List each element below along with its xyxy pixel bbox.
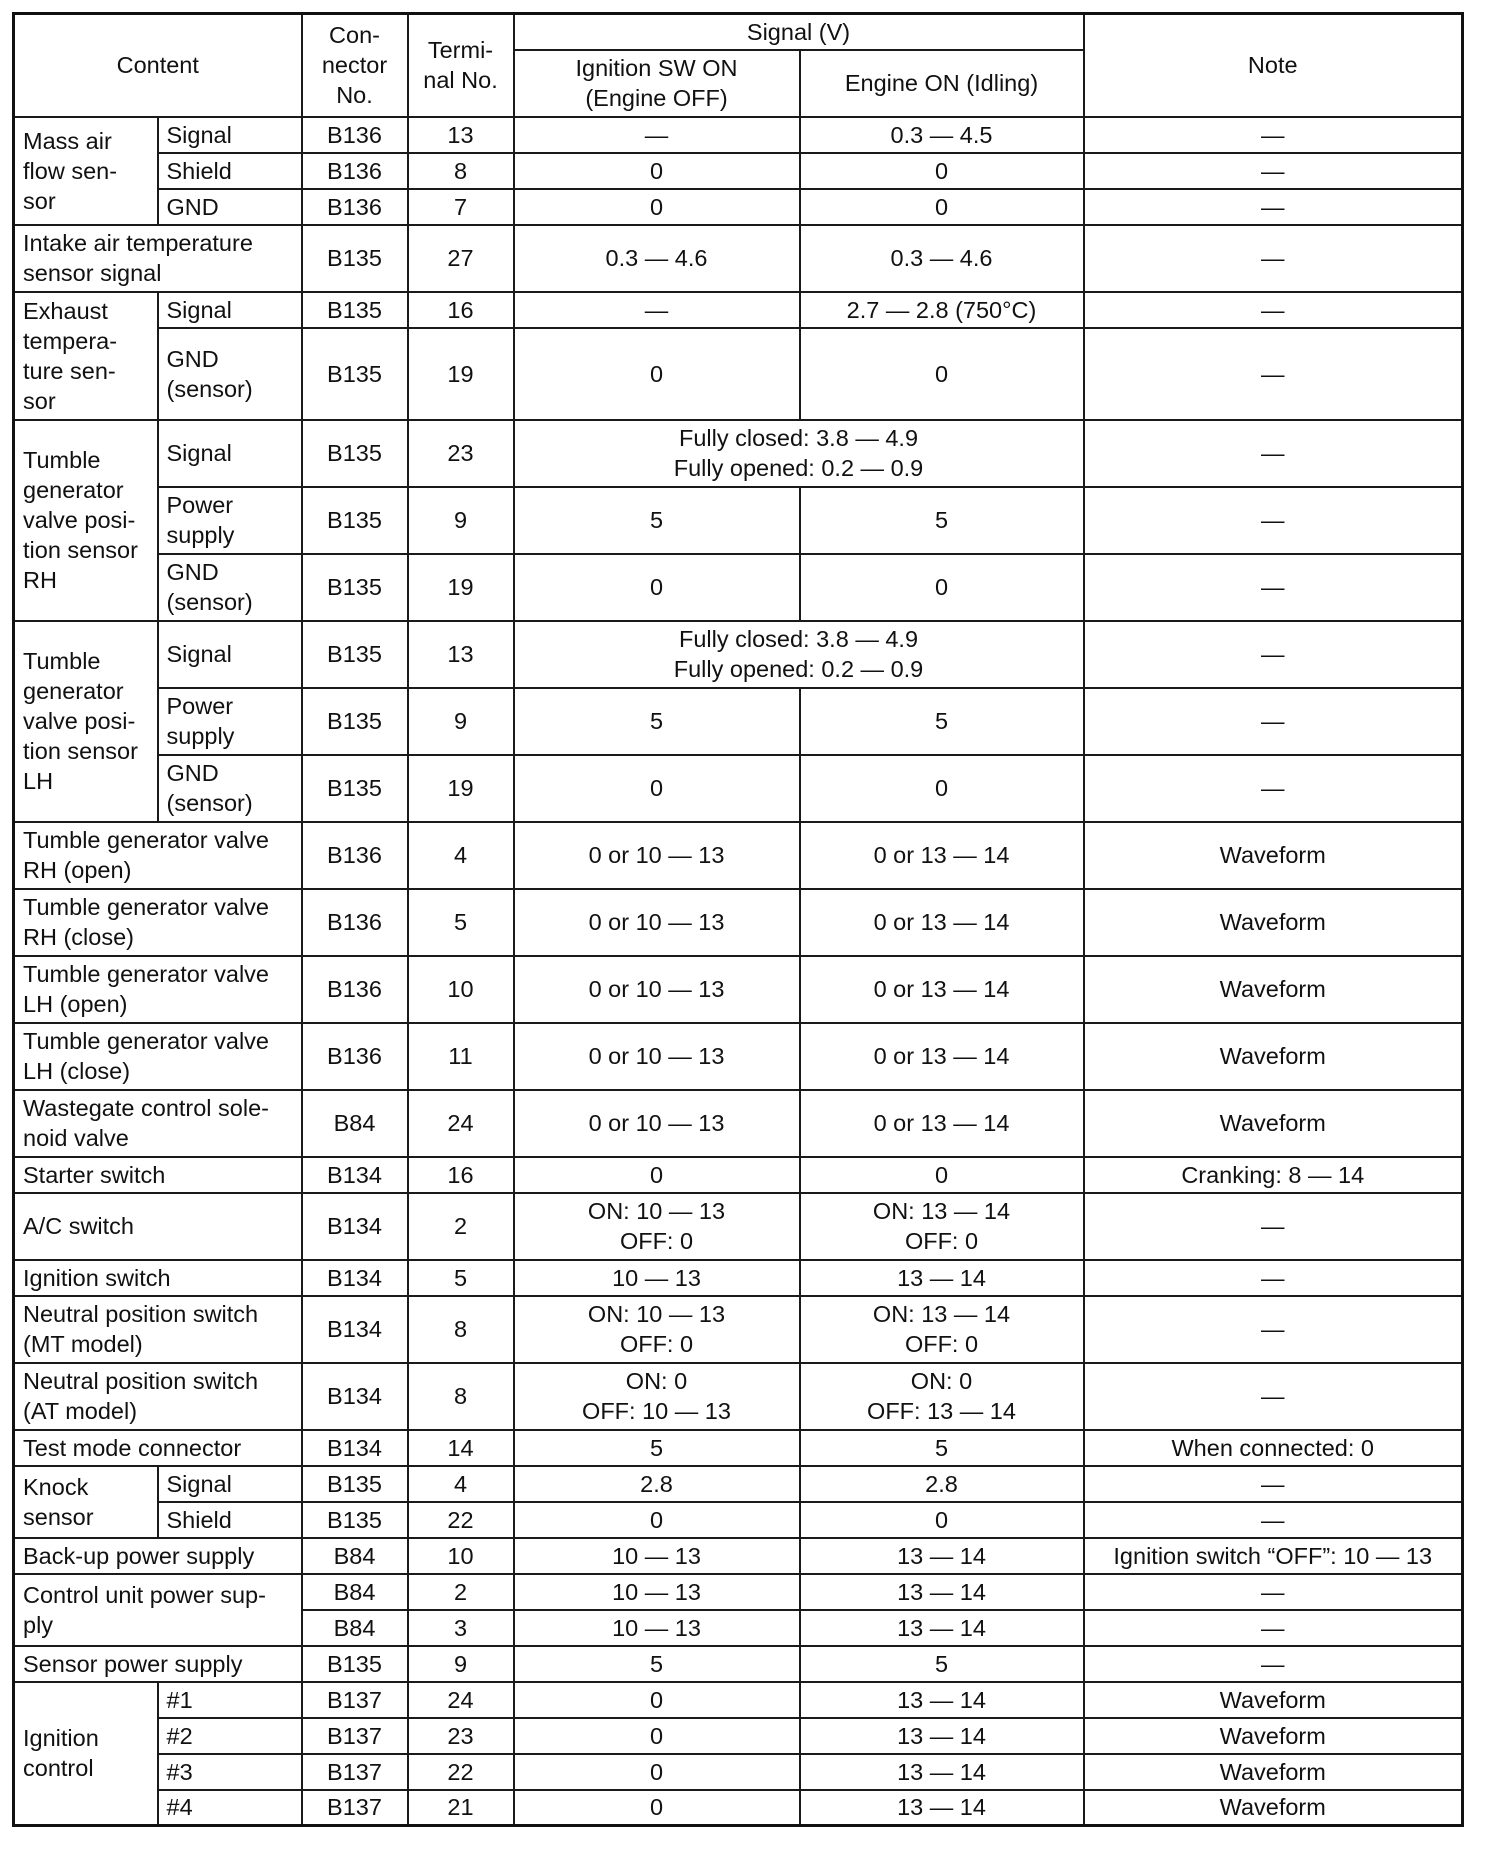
sub-item-cell: #3: [158, 1754, 302, 1790]
engine-on-value: ON: 13 — 14 OFF: 0: [800, 1296, 1084, 1363]
engine-on-value: 0: [800, 189, 1084, 225]
sub-item-cell: Signal: [158, 621, 302, 688]
table-row: [14, 1296, 1463, 1363]
table-row: [14, 328, 1463, 420]
header-note: Note: [1084, 14, 1463, 117]
terminal-cell: 22: [408, 1502, 514, 1538]
terminal-cell: 10: [408, 956, 514, 1023]
connector-cell: B137: [302, 1790, 408, 1826]
engine-on-value: 0 or 13 — 14: [800, 822, 1084, 889]
table-row: [14, 1466, 1463, 1502]
engine-on-value: 5: [800, 1430, 1084, 1466]
sub-item-cell: #1: [158, 1682, 302, 1718]
note-cell: —: [1084, 1363, 1463, 1430]
table-row: [14, 688, 1463, 755]
note-cell: —: [1084, 292, 1463, 328]
connector-cell: B137: [302, 1718, 408, 1754]
engine-on-value: 13 — 14: [800, 1574, 1084, 1610]
note-cell: Waveform: [1084, 889, 1463, 956]
ignition-on-value: 0 or 10 — 13: [514, 1090, 800, 1157]
engine-on-value: 0 or 13 — 14: [800, 1023, 1084, 1090]
connector-cell: B134: [302, 1193, 408, 1260]
terminal-cell: 3: [408, 1610, 514, 1646]
engine-on-value: 0.3 — 4.6: [800, 225, 1084, 292]
engine-on-value: 2.7 — 2.8 (750°C): [800, 292, 1084, 328]
note-cell: —: [1084, 1646, 1463, 1682]
note-cell: —: [1084, 328, 1463, 420]
ignition-on-value: 5: [514, 1646, 800, 1682]
ignition-on-value: ON: 0 OFF: 10 — 13: [514, 1363, 800, 1430]
ignition-on-value: 0: [514, 153, 800, 189]
terminal-cell: 14: [408, 1430, 514, 1466]
item-cell: Tumble generator valve RH (close): [14, 889, 302, 956]
table-body: [14, 14, 1463, 1826]
note-cell: Waveform: [1084, 956, 1463, 1023]
table-row: [14, 1193, 1463, 1260]
sub-item-cell: Signal: [158, 292, 302, 328]
terminal-cell: 4: [408, 822, 514, 889]
terminal-cell: 24: [408, 1682, 514, 1718]
note-cell: —: [1084, 487, 1463, 554]
sub-item-cell: GND (sensor): [158, 328, 302, 420]
connector-cell: B136: [302, 889, 408, 956]
terminal-cell: 9: [408, 487, 514, 554]
terminal-cell: 5: [408, 1260, 514, 1296]
engine-on-value: 2.8: [800, 1466, 1084, 1502]
note-cell: —: [1084, 225, 1463, 292]
terminal-cell: 16: [408, 292, 514, 328]
connector-cell: B136: [302, 956, 408, 1023]
item-cell: Test mode connector: [14, 1430, 302, 1466]
table-row: [14, 1430, 1463, 1466]
connector-cell: B84: [302, 1610, 408, 1646]
engine-on-value: 13 — 14: [800, 1718, 1084, 1754]
ecm-terminal-table: [12, 12, 1464, 1827]
table-row: [14, 1363, 1463, 1430]
note-cell: —: [1084, 153, 1463, 189]
connector-cell: B136: [302, 1023, 408, 1090]
ignition-on-value: 0: [514, 1502, 800, 1538]
note-cell: Waveform: [1084, 822, 1463, 889]
table-row: [14, 1718, 1463, 1754]
engine-on-value: 13 — 14: [800, 1260, 1084, 1296]
sub-item-cell: Shield: [158, 1502, 302, 1538]
connector-cell: B135: [302, 420, 408, 487]
connector-cell: B135: [302, 688, 408, 755]
terminal-cell: 16: [408, 1157, 514, 1193]
ignition-on-value: 5: [514, 688, 800, 755]
header-signal: Signal (V): [514, 14, 1084, 50]
item-cell: Sensor power supply: [14, 1646, 302, 1682]
connector-cell: B135: [302, 328, 408, 420]
engine-on-value: 0.3 — 4.5: [800, 117, 1084, 153]
connector-cell: B136: [302, 189, 408, 225]
terminal-cell: 23: [408, 1718, 514, 1754]
ignition-on-value: 0: [514, 1754, 800, 1790]
item-cell: Tumble generator valve LH (close): [14, 1023, 302, 1090]
table-row: [14, 554, 1463, 621]
engine-on-value: 0: [800, 554, 1084, 621]
table-row: [14, 822, 1463, 889]
ignition-on-value: 0: [514, 328, 800, 420]
connector-cell: B135: [302, 755, 408, 822]
ignition-on-value: 0 or 10 — 13: [514, 822, 800, 889]
terminal-cell: 9: [408, 688, 514, 755]
table-row: [14, 1646, 1463, 1682]
terminal-cell: 7: [408, 189, 514, 225]
component-group-cell: Knock sensor: [14, 1466, 158, 1538]
header-connector: Con- nector No.: [302, 14, 408, 117]
sub-item-cell: GND (sensor): [158, 554, 302, 621]
sub-item-cell: Signal: [158, 1466, 302, 1502]
table-row: [14, 153, 1463, 189]
engine-on-value: 0 or 13 — 14: [800, 956, 1084, 1023]
terminal-cell: 24: [408, 1090, 514, 1157]
header-terminal: Termi- nal No.: [408, 14, 514, 117]
header-content: Content: [14, 14, 302, 117]
connector-cell: B134: [302, 1296, 408, 1363]
sub-item-cell: Power supply: [158, 487, 302, 554]
item-cell: Intake air temperature sensor signal: [14, 225, 302, 292]
ignition-on-value: 0: [514, 1790, 800, 1826]
table-row: [14, 621, 1463, 688]
ignition-on-value: 0 or 10 — 13: [514, 889, 800, 956]
note-cell: —: [1084, 1466, 1463, 1502]
engine-on-value: ON: 13 — 14 OFF: 0: [800, 1193, 1084, 1260]
connector-cell: B134: [302, 1157, 408, 1193]
terminal-cell: 8: [408, 153, 514, 189]
engine-on-value: 0: [800, 1157, 1084, 1193]
table-row: [14, 1538, 1463, 1574]
engine-on-value: ON: 0 OFF: 13 — 14: [800, 1363, 1084, 1430]
item-cell: A/C switch: [14, 1193, 302, 1260]
engine-on-value: 0: [800, 328, 1084, 420]
table-row: [14, 1790, 1463, 1826]
sub-item-cell: GND: [158, 189, 302, 225]
header-row-1: [14, 14, 1463, 50]
note-cell: Waveform: [1084, 1023, 1463, 1090]
table-row: [14, 1023, 1463, 1090]
engine-on-value: 5: [800, 688, 1084, 755]
connector-cell: B135: [302, 1502, 408, 1538]
note-cell: —: [1084, 554, 1463, 621]
ignition-on-value: 5: [514, 1430, 800, 1466]
ignition-on-value: 0.3 — 4.6: [514, 225, 800, 292]
note-cell: —: [1084, 1260, 1463, 1296]
connector-cell: B134: [302, 1363, 408, 1430]
note-cell: Waveform: [1084, 1090, 1463, 1157]
ignition-on-value: 5: [514, 487, 800, 554]
ignition-on-value: 0 or 10 — 13: [514, 956, 800, 1023]
connector-cell: B136: [302, 822, 408, 889]
note-cell: —: [1084, 621, 1463, 688]
terminal-cell: 2: [408, 1193, 514, 1260]
table-row: [14, 1502, 1463, 1538]
note-cell: —: [1084, 1296, 1463, 1363]
connector-cell: B137: [302, 1682, 408, 1718]
table-row: [14, 1260, 1463, 1296]
connector-cell: B134: [302, 1260, 408, 1296]
component-group-cell: Tumble generator valve posi- tion sensor LH: [14, 621, 158, 822]
connector-cell: B84: [302, 1574, 408, 1610]
note-cell: —: [1084, 755, 1463, 822]
terminal-cell: 21: [408, 1790, 514, 1826]
connector-cell: B84: [302, 1090, 408, 1157]
ignition-on-value: 0 or 10 — 13: [514, 1023, 800, 1090]
engine-on-value: 0: [800, 755, 1084, 822]
connector-cell: B135: [302, 1646, 408, 1682]
terminal-cell: 13: [408, 117, 514, 153]
item-cell: Wastegate control sole- noid valve: [14, 1090, 302, 1157]
component-group-cell: Tumble generator valve posi- tion sensor RH: [14, 420, 158, 621]
engine-on-value: 13 — 14: [800, 1538, 1084, 1574]
note-cell: —: [1084, 117, 1463, 153]
ignition-on-value: 10 — 13: [514, 1574, 800, 1610]
note-cell: —: [1084, 688, 1463, 755]
ignition-on-value: 0: [514, 1157, 800, 1193]
item-cell: Neutral position switch (MT model): [14, 1296, 302, 1363]
table-row: [14, 1157, 1463, 1193]
ignition-on-value: 0: [514, 189, 800, 225]
terminal-cell: 4: [408, 1466, 514, 1502]
engine-on-value: 13 — 14: [800, 1790, 1084, 1826]
ignition-on-value: ON: 10 — 13 OFF: 0: [514, 1193, 800, 1260]
ignition-on-value: —: [514, 292, 800, 328]
ignition-on-value: 0: [514, 1682, 800, 1718]
table-row: [14, 292, 1463, 328]
note-cell: —: [1084, 1574, 1463, 1610]
terminal-cell: 5: [408, 889, 514, 956]
ignition-on-value: 2.8: [514, 1466, 800, 1502]
ignition-on-value: 10 — 13: [514, 1610, 800, 1646]
connector-cell: B84: [302, 1538, 408, 1574]
note-cell: Waveform: [1084, 1790, 1463, 1826]
engine-on-value: 13 — 14: [800, 1754, 1084, 1790]
item-cell: Ignition switch: [14, 1260, 302, 1296]
item-cell: Control unit power sup- ply: [14, 1574, 302, 1646]
terminal-cell: 8: [408, 1296, 514, 1363]
engine-on-value: 13 — 14: [800, 1682, 1084, 1718]
table-row: [14, 1090, 1463, 1157]
note-cell: Waveform: [1084, 1718, 1463, 1754]
item-cell: Back-up power supply: [14, 1538, 302, 1574]
sub-item-cell: GND (sensor): [158, 755, 302, 822]
table-row: [14, 487, 1463, 554]
terminal-cell: 11: [408, 1023, 514, 1090]
signal-merged-cell: Fully closed: 3.8 — 4.9 Fully opened: 0.2 — 0.9: [514, 621, 1084, 688]
connector-cell: B136: [302, 153, 408, 189]
terminal-cell: 19: [408, 328, 514, 420]
connector-cell: B135: [302, 554, 408, 621]
note-cell: —: [1084, 1610, 1463, 1646]
terminal-cell: 9: [408, 1646, 514, 1682]
connector-cell: B135: [302, 1466, 408, 1502]
engine-on-value: 0 or 13 — 14: [800, 889, 1084, 956]
connector-cell: B135: [302, 487, 408, 554]
item-cell: Starter switch: [14, 1157, 302, 1193]
note-cell: —: [1084, 1502, 1463, 1538]
sub-item-cell: Shield: [158, 153, 302, 189]
note-cell: —: [1084, 189, 1463, 225]
header-engine-on: Engine ON (Idling): [800, 50, 1084, 117]
terminal-cell: 10: [408, 1538, 514, 1574]
terminal-cell: 8: [408, 1363, 514, 1430]
sub-item-cell: Signal: [158, 117, 302, 153]
table-row: [14, 189, 1463, 225]
connector-cell: B135: [302, 292, 408, 328]
sheet: [12, 12, 1464, 1827]
note-cell: Ignition switch “OFF”: 10 — 13: [1084, 1538, 1463, 1574]
sub-item-cell: #4: [158, 1790, 302, 1826]
connector-cell: B134: [302, 1430, 408, 1466]
ignition-on-value: 0: [514, 755, 800, 822]
note-cell: Cranking: 8 — 14: [1084, 1157, 1463, 1193]
component-group-cell: Exhaust tempera- ture sen- sor: [14, 292, 158, 420]
note-cell: —: [1084, 1193, 1463, 1260]
terminal-cell: 19: [408, 755, 514, 822]
terminal-cell: 19: [408, 554, 514, 621]
note-cell: When connected: 0: [1084, 1430, 1463, 1466]
ignition-on-value: 0: [514, 554, 800, 621]
connector-cell: B135: [302, 225, 408, 292]
table-row: [14, 117, 1463, 153]
engine-on-value: 13 — 14: [800, 1610, 1084, 1646]
connector-cell: B137: [302, 1754, 408, 1790]
ignition-on-value: 0: [514, 1718, 800, 1754]
engine-on-value: 0: [800, 1502, 1084, 1538]
connector-cell: B136: [302, 117, 408, 153]
table-row: [14, 1574, 1463, 1610]
header-ignition-on: Ignition SW ON (Engine OFF): [514, 50, 800, 117]
table-row: [14, 1754, 1463, 1790]
ignition-on-value: ON: 10 — 13 OFF: 0: [514, 1296, 800, 1363]
sub-item-cell: Power supply: [158, 688, 302, 755]
table-row: [14, 420, 1463, 487]
signal-merged-cell: Fully closed: 3.8 — 4.9 Fully opened: 0.2 — 0.9: [514, 420, 1084, 487]
note-cell: —: [1084, 420, 1463, 487]
item-cell: Neutral position switch (AT model): [14, 1363, 302, 1430]
note-cell: Waveform: [1084, 1682, 1463, 1718]
sub-item-cell: #2: [158, 1718, 302, 1754]
item-cell: Tumble generator valve LH (open): [14, 956, 302, 1023]
item-cell: Tumble generator valve RH (open): [14, 822, 302, 889]
table-row: [14, 956, 1463, 1023]
terminal-cell: 2: [408, 1574, 514, 1610]
engine-on-value: 5: [800, 1646, 1084, 1682]
engine-on-value: 0 or 13 — 14: [800, 1090, 1084, 1157]
table-row: [14, 755, 1463, 822]
ignition-on-value: 10 — 13: [514, 1260, 800, 1296]
ignition-on-value: —: [514, 117, 800, 153]
terminal-cell: 13: [408, 621, 514, 688]
terminal-cell: 22: [408, 1754, 514, 1790]
note-cell: Waveform: [1084, 1754, 1463, 1790]
engine-on-value: 0: [800, 153, 1084, 189]
component-group-cell: Mass air flow sen- sor: [14, 117, 158, 225]
connector-cell: B135: [302, 621, 408, 688]
ignition-on-value: 10 — 13: [514, 1538, 800, 1574]
table-row: [14, 889, 1463, 956]
sub-item-cell: Signal: [158, 420, 302, 487]
terminal-cell: 23: [408, 420, 514, 487]
engine-on-value: 5: [800, 487, 1084, 554]
component-group-cell: Ignition control: [14, 1682, 158, 1826]
table-row: [14, 225, 1463, 292]
terminal-cell: 27: [408, 225, 514, 292]
table-row: [14, 1682, 1463, 1718]
